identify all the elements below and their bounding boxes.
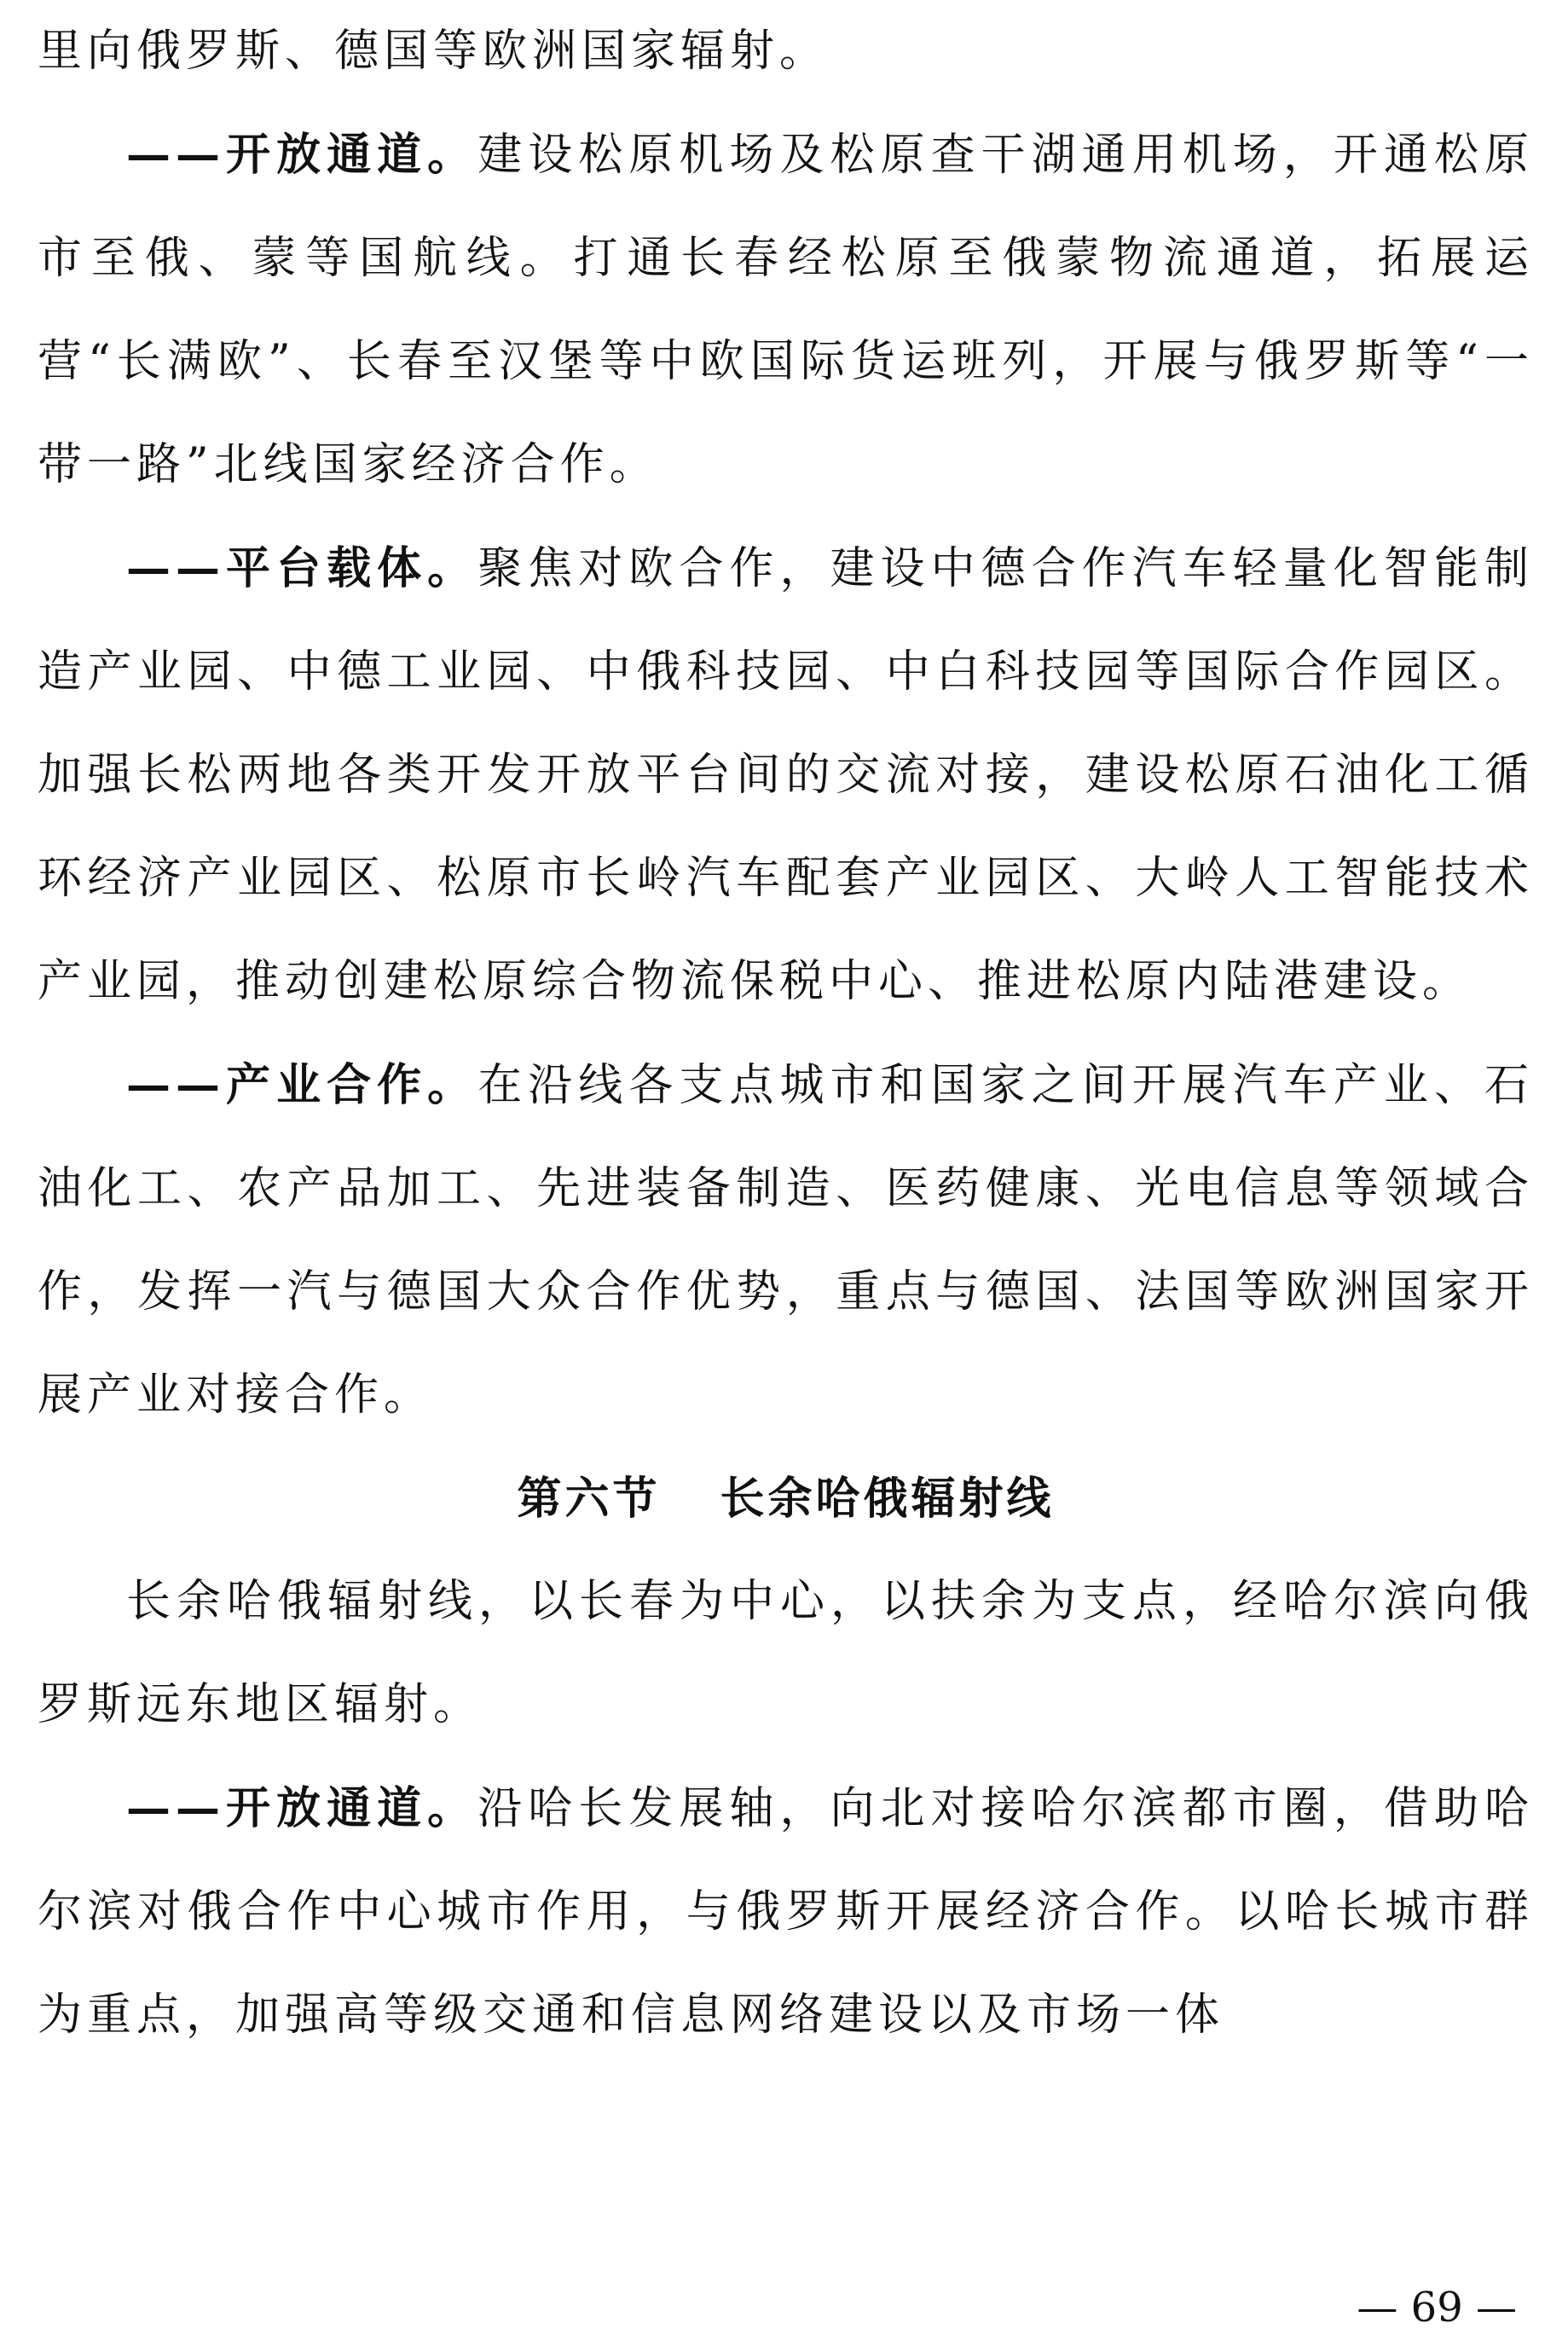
paragraph-lead: ——产业合作。	[126, 1059, 478, 1111]
section-heading	[38, 1447, 1534, 1550]
paragraph-lead: ——开放通道。	[126, 129, 478, 181]
paragraph-industry	[38, 1034, 1534, 1447]
paragraph-text: 在沿线各支点城市和国家之间开展汽车产业、石油化工、农产品加工、先进装备制造、医药健康、光电信息等领域合作，发挥一汽与德国大众合作优势，重点与德国、法国等欧洲国家开展产业对接合作。	[38, 1060, 1534, 1421]
paragraph-open-channel	[38, 103, 1534, 517]
paragraph-text: 聚焦对欧合作，建设中德合作汽车轻量化智能制造产业园、中德工业园、中俄科技园、中白科技园等国际合作园区。加强长松两地各类开发开放平台间的交流对接，建设松原石油化工循环经济产业园区、松原市长岭汽车配套产业园区、大岭人工智能技术产业园，推动创建松原综合物流保税中心、推进松原内陆港建设。	[38, 543, 1534, 1007]
paragraph-text: 沿哈长发展轴，向北对接哈尔滨都市圈，借助哈尔滨对俄合作中心城市作用，与俄罗斯开展经济合作。以哈长城市群为重点，加强高等级交通和信息网络建设以及市场一体	[38, 1783, 1534, 2041]
section-number: 第六节	[517, 1473, 661, 1525]
page-number: — 69 —	[1357, 2284, 1517, 2331]
paragraph-lead: ——平台载体。	[126, 542, 478, 594]
paragraph-text: 长余哈俄辐射线，以长春为中心，以扶余为支点，经哈尔滨向俄罗斯远东地区辐射。	[38, 1576, 1534, 1730]
section-title: 长余哈俄辐射线	[720, 1473, 1055, 1525]
paragraph-platform	[38, 517, 1534, 1034]
body-text	[38, 0, 1534, 2067]
paragraph-continuation	[38, 0, 1534, 103]
paragraph-text: 建设松原机场及松原查干湖通用机场，开通松原市至俄、蒙等国航线。打通长春经松原至俄蒙物流通道，拓展运营“长满欧”、长春至汉堡等中欧国际货运班列，开展与俄罗斯等“一带一路”北线国家经济合作。	[38, 130, 1534, 490]
paragraph-text: 里向俄罗斯、德国等欧洲国家辐射。	[38, 26, 830, 77]
paragraph-section-open-channel	[38, 1757, 1534, 2067]
paragraph-lead: ——开放通道。	[126, 1782, 478, 1834]
paragraph-section-intro	[38, 1550, 1534, 1757]
